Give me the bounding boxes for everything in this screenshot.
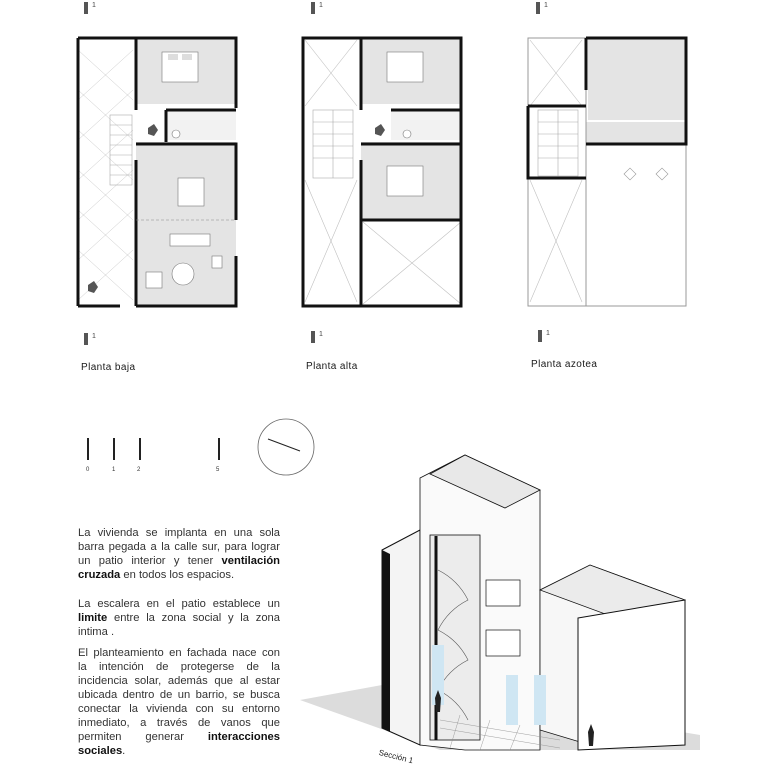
floor-plan-roof	[520, 30, 700, 315]
plan-caption: Planta alta	[306, 361, 358, 372]
plan-caption: Planta azotea	[531, 359, 598, 370]
scale-tick	[87, 438, 89, 460]
description-paragraph-2: La escalera en el patio establece un limite entre la zona social y la zona intima .	[78, 598, 280, 638]
section-mark: 1	[311, 2, 325, 14]
axonometric-section	[290, 450, 700, 755]
scale-tick	[113, 438, 115, 460]
scale-label: 2	[137, 467, 141, 473]
scale-label: 5	[216, 467, 220, 473]
floor-plan-upper	[295, 30, 475, 315]
section-mark: 1	[538, 330, 552, 342]
scale-label: 0	[86, 467, 90, 473]
section-mark: 1	[311, 331, 325, 343]
floor-plan-ground	[70, 30, 250, 315]
description-paragraph-1: La vivienda se implanta en una sola barra pegada a la calle sur, para lograr un patio interior y tener ventilación cruzada en todos los espacios.	[78, 527, 280, 581]
section-mark: 1	[84, 333, 98, 345]
plan-caption: Planta baja	[81, 362, 136, 373]
scale-tick	[139, 438, 141, 460]
scale-tick	[218, 438, 220, 460]
section-mark: 1	[536, 2, 550, 14]
scale-label: 1	[112, 467, 116, 473]
section-mark: 1	[84, 2, 98, 14]
description-paragraph-3: El planteamiento en fachada nace con la intención de protegerse de la incidencia solar, además que al estar ubicada dentro de un barrio, se busca conectar la vivienda con su entorno inmediato, a través de vanos que permiten generar interacciones sociales.	[78, 647, 280, 757]
scale-bar	[80, 438, 240, 478]
section-label: Sección 1	[377, 748, 415, 766]
